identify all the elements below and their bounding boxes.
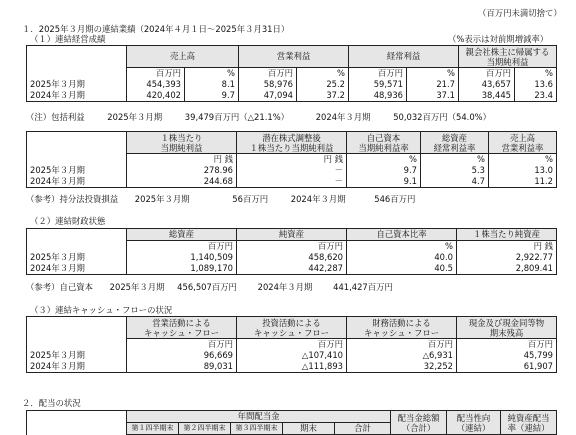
header-equity-ratio: 自己資本比率 bbox=[347, 229, 457, 241]
header-investing-cf: 投資活動による キャッシュ・フロー bbox=[237, 317, 347, 339]
section-1-3-title: （３）連結キャッシュ・フローの状況 bbox=[30, 305, 173, 315]
header-financing-cf: 財務活動による キャッシュ・フロー bbox=[347, 317, 457, 339]
header-year-end: 期末 bbox=[283, 423, 335, 435]
header-dividend-total: 配当金総額 （合計） bbox=[391, 411, 447, 435]
per-share-table: １株当たり 当期純利益 潜在株式調整後 １株当たり当期純利益 自己資本 当期純利益率 総資産 経常利益率 売上高 営業利益率 円 銭 円 銭 % % % 2025年３月期 278.96 － 9.7 5.3 13.0 2024年３月期 244.68 － 9.1 4.7 11.2 bbox=[26, 131, 557, 188]
row-label: 2025年３月期 bbox=[27, 252, 127, 263]
header-q3-end: 第３四半期末 bbox=[231, 423, 283, 435]
row-label: 2025年３月期 bbox=[27, 350, 127, 361]
header-q1-end: 第１四半期末 bbox=[127, 423, 179, 435]
table-row: 2024年３月期 89,031 △111,893 32,252 61,907 bbox=[27, 361, 557, 373]
unit-yen-sen: 円 銭 bbox=[237, 154, 347, 166]
header-cash-end: 現金及び現金同等物 期末残高 bbox=[457, 317, 557, 339]
header-operating-cf: 営業活動による キャッシュ・フロー bbox=[127, 317, 237, 339]
header-dividend-on-equity: 純資産配当 率（連結） bbox=[501, 411, 557, 435]
table-row: 2025年３月期 1,140,509 458,620 40.0 2,922.77 bbox=[27, 252, 557, 263]
comprehensive-income-note: （注）包括利益 2025年３月期 39,479百万円（△21.1%） 2024年３月期 50,032百万円（54.0%） bbox=[26, 112, 491, 122]
section-1-title: １．2025年３月期の連結業績（2024年４月１日～2025年３月31日） bbox=[22, 24, 290, 34]
header-eps: １株当たり 当期純利益 bbox=[127, 132, 237, 154]
table-row: 2024年３月期 420,402 9.7 47,094 37.2 48,936 37.1 38,445 23.4 bbox=[27, 90, 557, 102]
unit-note: （百万円未満切捨て） bbox=[478, 8, 562, 18]
header-bps: １株当たり純資産 bbox=[457, 229, 557, 241]
table-row: 2024年３月期 244.68 － 9.1 4.7 11.2 bbox=[27, 176, 557, 188]
header-ordinary-profit: 経常利益 bbox=[349, 46, 459, 68]
row-label: 2024年３月期 bbox=[27, 176, 127, 188]
table-row: 2025年３月期 454,393 8.1 58,976 25.2 59,571 21.7 43,657 13.6 bbox=[27, 79, 557, 90]
header-total-assets: 総資産 bbox=[127, 229, 237, 241]
row-label: 2025年３月期 bbox=[27, 79, 127, 90]
percent-note: （%表示は対前期増減率） bbox=[448, 34, 549, 44]
header-roe: 自己資本 当期純利益率 bbox=[347, 132, 421, 154]
dividend-table bbox=[26, 410, 557, 435]
table-row: 2025年３月期 96,669 △107,410 △6,931 45,799 bbox=[27, 350, 557, 361]
header-diluted-eps: 潜在株式調整後 １株当たり当期純利益 bbox=[237, 132, 347, 154]
section-2-title: ２．配当の状況 bbox=[22, 398, 81, 408]
section-1-2-title: （２）連結財政状態 bbox=[30, 216, 106, 226]
unit-million-yen: 百万円 bbox=[127, 68, 185, 80]
table-row: 2024年３月期 1,089,170 442,287 40.5 2,809.41 bbox=[27, 263, 557, 275]
financial-position-table: 総資産 純資産 自己資本比率 １株当たり純資産 百万円 百万円 % 円 銭 2025年３月期 1,140,509 458,620 40.0 2,922.77 2024年３月期 1,089,170 442,287 40.5 2,809.41 bbox=[26, 228, 557, 275]
header-q2-end: 第２四半期末 bbox=[179, 423, 231, 435]
unit-yen-sen: 円 銭 bbox=[127, 154, 237, 166]
header-net-income: 親会社株主に帰属する 当期純利益 bbox=[459, 46, 557, 68]
row-label: 2025年３月期 bbox=[27, 165, 127, 176]
table-row: 2025年３月期 278.96 － 9.7 5.3 13.0 bbox=[27, 165, 557, 176]
header-operating-margin: 売上高 営業利益率 bbox=[489, 132, 557, 154]
section-1-1-title: （１）連結経営成績 bbox=[30, 34, 106, 44]
row-label: 2024年３月期 bbox=[27, 263, 127, 275]
row-label: 2024年３月期 bbox=[27, 361, 127, 373]
cash-flow-table: 営業活動による キャッシュ・フロー 投資活動による キャッシュ・フロー 財務活動による キャッシュ・フロー 現金及び現金同等物 期末残高 百万円 百万円 百万円 百万円 2025年３月期 96,669 △107,410 △6,931 45,799 2024年３月期 89,031 △111,893 32,252 61,907 bbox=[26, 316, 557, 373]
unit-percent: % bbox=[185, 68, 239, 80]
header-sales: 売上高 bbox=[127, 46, 239, 68]
header-operating-profit: 営業利益 bbox=[239, 46, 349, 68]
header-roa: 総資産 経常利益率 bbox=[421, 132, 489, 154]
header-payout-ratio: 配当性向 （連結） bbox=[447, 411, 501, 435]
header-net-assets: 純資産 bbox=[237, 229, 347, 241]
row-label: 2024年３月期 bbox=[27, 90, 127, 102]
equity-capital-note: （参考）自己資本 2025年３月期 456,507百万円 2024年３月期 441,427百万円 bbox=[26, 282, 393, 292]
header-annual-dividend: 年間配当金 bbox=[127, 411, 391, 423]
operating-results-table: 売上高 営業利益 経常利益 親会社株主に帰属する 当期純利益 百万円 % 百万円 % 百万円 % 百万円 % 2025年３月期 454,393 8.1 58,976 25.2 59,571 21.7 43,657 13.6 2024年３月期 420,402 9.7 47,094 37.2 48,936 37.1 38,445 23.4 bbox=[26, 45, 557, 102]
equity-method-note: （参考）持分法投資損益 2025年３月期 56百万円 2024年３月期 546百万円 bbox=[26, 194, 416, 204]
header-total: 合計 bbox=[335, 423, 391, 435]
